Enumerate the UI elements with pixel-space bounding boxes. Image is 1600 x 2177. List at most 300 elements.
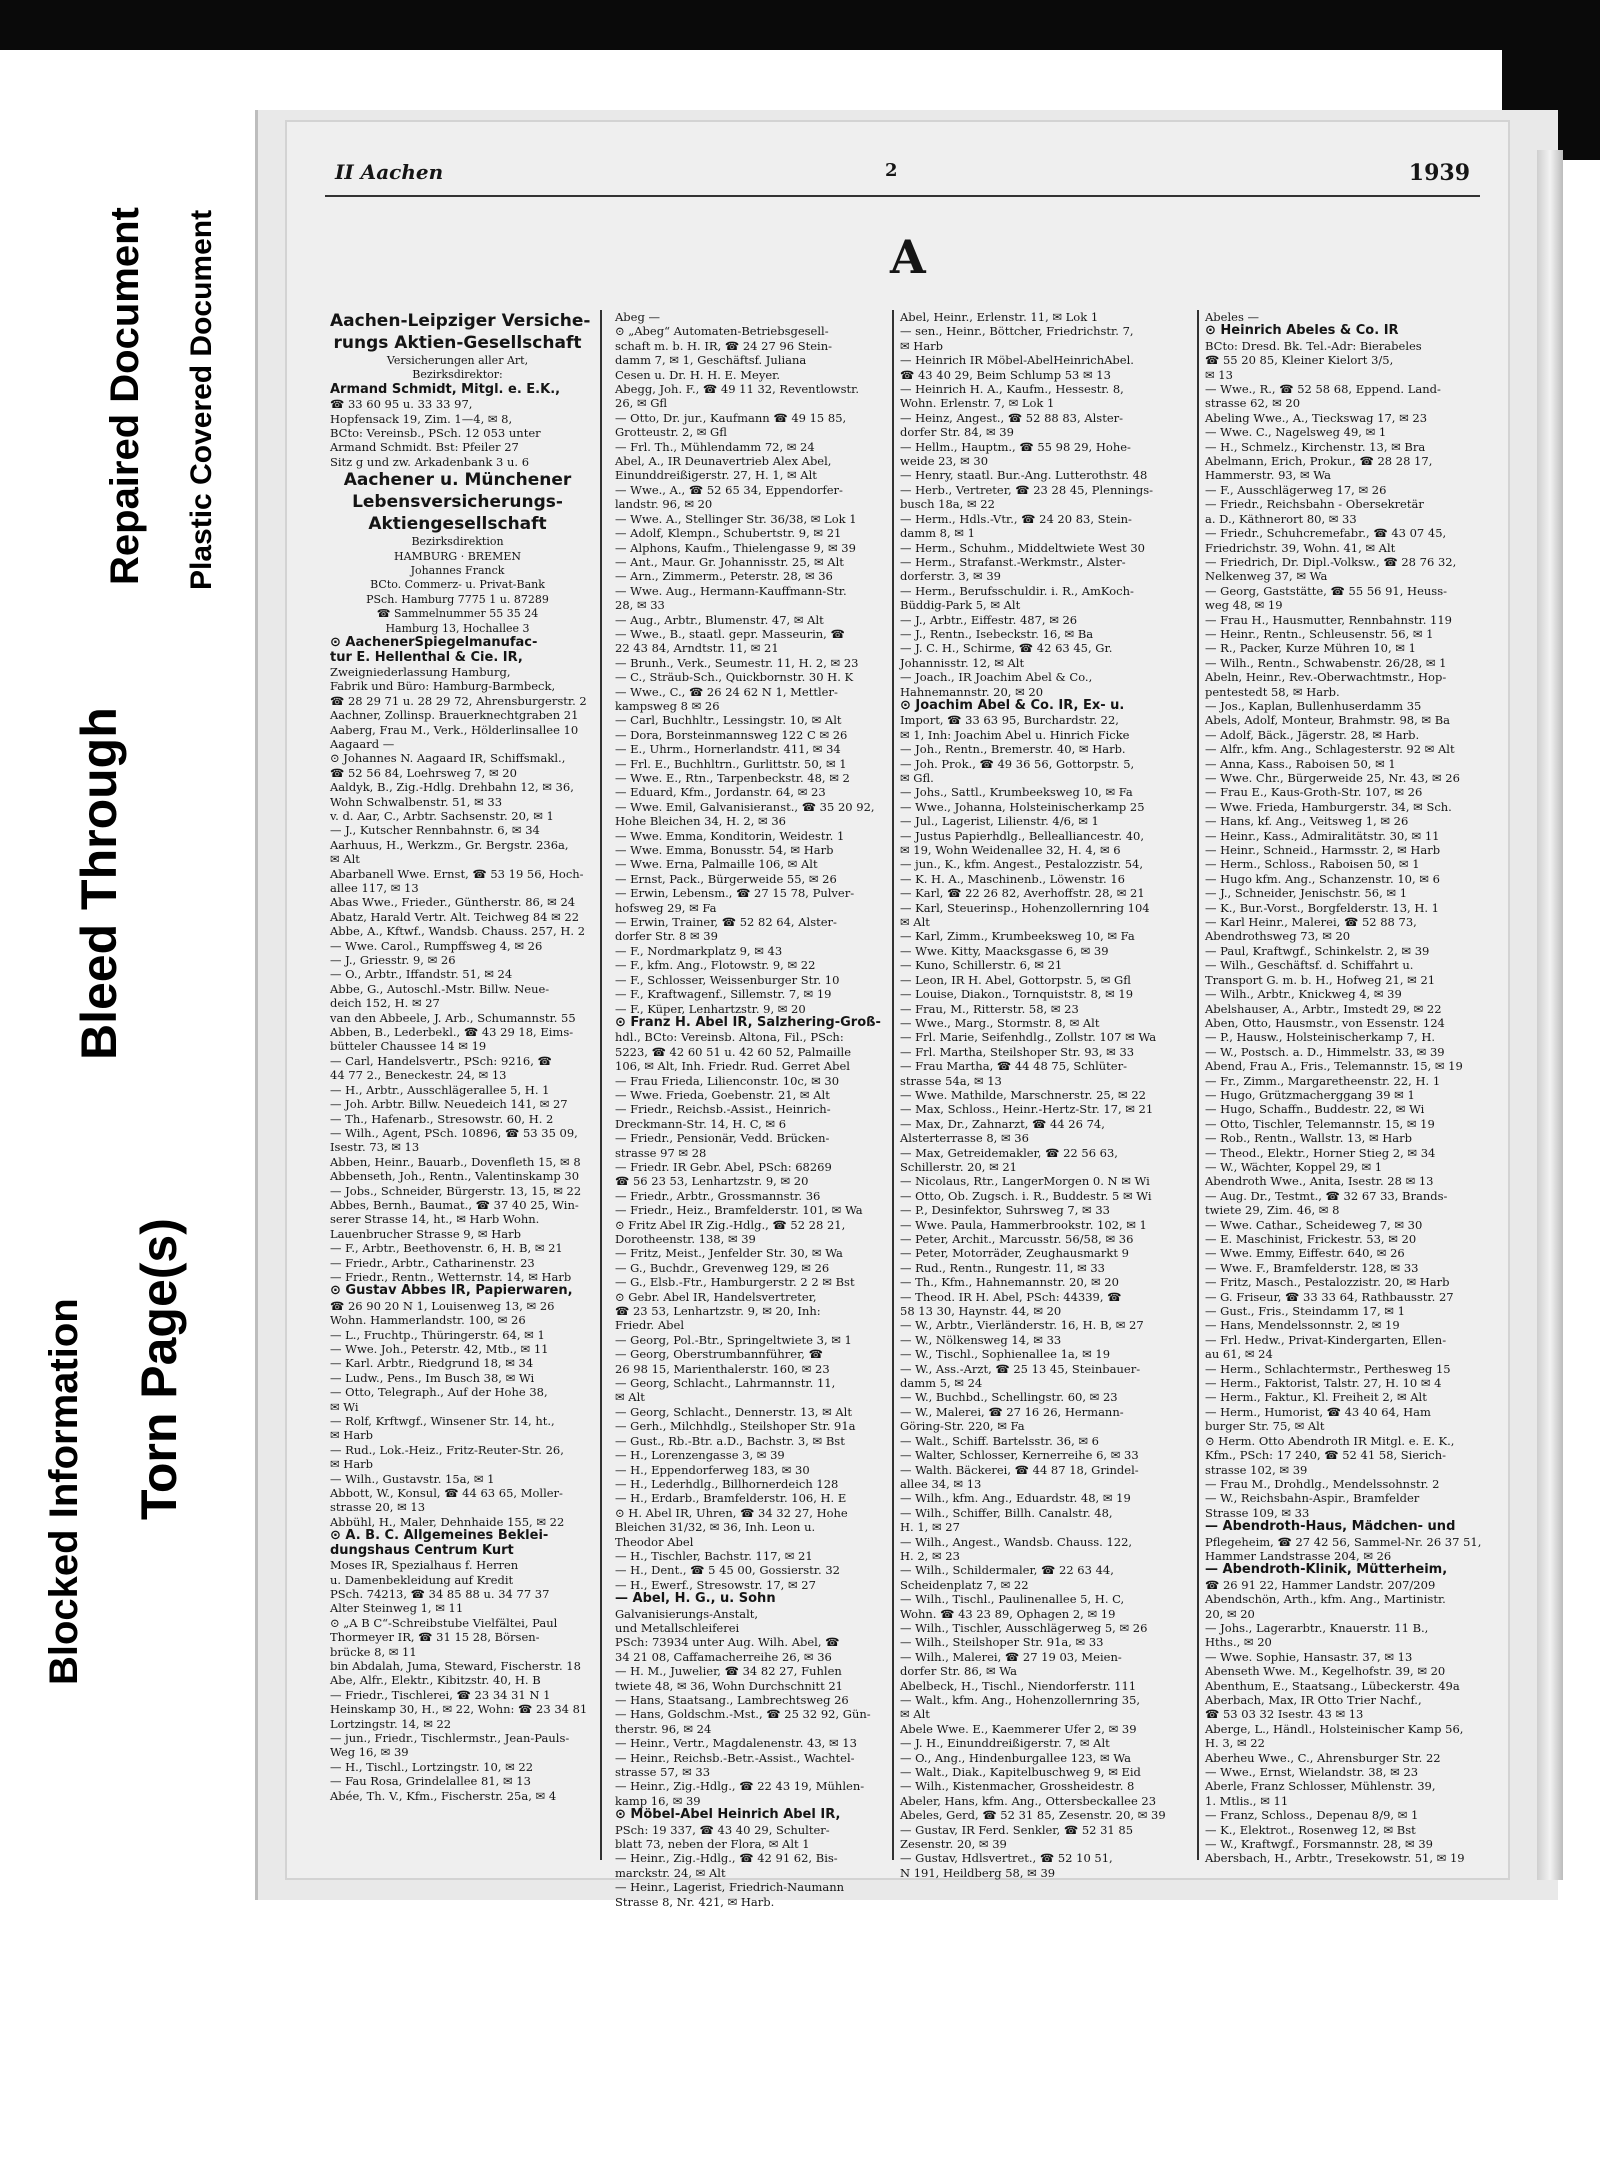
directory-entry-line: hdl., BCto: Vereinsb. Altona, Fil., PSch: (615, 1030, 844, 1045)
directory-entry-line: — W., Tischl., Sophienallee 1a, ✉ 19 (900, 1347, 1111, 1362)
directory-entry-line: Aachner, Zollinsp. Brauerknechtgraben 21 (330, 708, 579, 723)
directory-entry-line: — Johs., Lagerarbtr., Knauerstr. 11 B., (1205, 1620, 1429, 1635)
directory-entry-line: 22 43 84, Arndtstr. 11, ✉ 21 (615, 641, 779, 656)
directory-entry-line: strasse 20, ✉ 13 (330, 1500, 426, 1515)
directory-entry-line: — Friedr. IR Gebr. Abel, PSch: 68269 (615, 1159, 832, 1174)
directory-entry-line: Abben, Heinr., Bauarb., Dovenfleth 15, ✉ 8 (330, 1154, 581, 1169)
label-plastic-covered-document: Plastic Covered Document (185, 209, 218, 590)
directory-entry-line: Armand Schmidt, Mitgl. e. E.K., (330, 381, 561, 397)
directory-entry-line: ⊙ „Abeg“ Automaten-Betriebsgesell- (615, 324, 829, 339)
directory-entry-line: Lebensversicherungs- (352, 492, 563, 513)
directory-entry-line: — Wwe., A., ☎ 52 65 34, Eppendorfer- (615, 482, 843, 497)
directory-entry-line: — Hans, Goldschm.-Mst., ☎ 25 32 92, Gün- (615, 1707, 871, 1722)
directory-entry-line: Heinskamp 30, H., ✉ 22, Wohn: ☎ 23 34 81 (330, 1702, 588, 1717)
column-2 (615, 310, 885, 1909)
directory-entry-line: — jun., K., kfm. Angest., Pestalozzistr. 54, (900, 857, 1144, 872)
directory-entry-line: Aaberg, Frau M., Verk., Hölderlinsallee 10 (330, 722, 579, 737)
directory-entry-line: 44 77 2., Beneckestr. 24, ✉ 13 (330, 1068, 507, 1083)
directory-entry-line: ✉ 19, Wohn Weidenallee 32, H. 4, ✉ 6 (900, 843, 1121, 858)
directory-entry-line: — F., kfm. Ang., Flotowstr. 9, ✉ 22 (615, 958, 816, 973)
directory-entry-line: — Rob., Rentn., Wallstr. 13, ✉ Harb (1205, 1131, 1413, 1146)
directory-entry-line: — Fritz, Masch., Pestalozzistr. 20, ✉ Harb (1205, 1275, 1450, 1290)
directory-entry-line: — Gustav, Hdlsvertret., ☎ 52 10 51, (900, 1851, 1113, 1866)
directory-entry-line: Thormeyer IR, ☎ 31 15 28, Börsen- (330, 1630, 540, 1645)
directory-entry-line: ✉ Alt (330, 852, 360, 867)
directory-entry-line: Fabrik und Büro: Hamburg-Barmbeck, (330, 679, 556, 694)
directory-entry-line: — Ludw., Pens., Im Busch 38, ✉ Wi (330, 1370, 535, 1385)
directory-entry-line: — Leon, IR H. Abel, Gottorpstr. 5, ✉ Gfl (900, 972, 1131, 987)
directory-entry-line: — Joach., IR Joachim Abel & Co., (900, 670, 1093, 685)
directory-entry-line: — Jobs., Schneider, Bürgerstr. 13, 15, ✉ 22 (330, 1183, 582, 1198)
directory-entry-line: — Max, Schloss., Heinr.-Hertz-Str. 17, ✉ 21 (900, 1102, 1154, 1117)
directory-entry-line: — W., Ass.-Arzt, ☎ 25 13 45, Steinbauer- (900, 1361, 1141, 1376)
directory-entry-line: — Wilh., Geschäftsf. d. Schiffahrt u. (1205, 958, 1414, 973)
directory-entry-line: — Georg, Oberstrumbannführer, ☎ (615, 1347, 823, 1362)
directory-entry-line: Abarbanell Wwe. Ernst, ☎ 53 19 56, Hoch- (330, 866, 584, 881)
directory-entry-line: 34 21 08, Caffamacherreihe 26, ✉ 36 (615, 1649, 832, 1664)
directory-entry-line: — Abel, H. G., u. Sohn (615, 1591, 776, 1607)
directory-entry-line: — J., Griesstr. 9, ✉ 26 (330, 953, 456, 968)
directory-entry-line: Bleichen 31/32, ✉ 36, Inh. Leon u. (615, 1520, 816, 1535)
directory-entry-line: — Frau Frieda, Lilienconstr. 10c, ✉ 30 (615, 1073, 840, 1088)
directory-entry-line: Hammerstr. 93, ✉ Wa (1205, 468, 1331, 483)
directory-entry-line: — Franz, Schloss., Depenau 8/9, ✉ 1 (1205, 1808, 1419, 1823)
directory-entry-line: — Abendroth-Haus, Mädchen- und (1205, 1519, 1456, 1535)
directory-entry-line: — Arn., Zimmerm., Peterstr. 28, ✉ 36 (615, 569, 833, 584)
directory-entry-line: Friedr. Abel (615, 1318, 685, 1333)
directory-entry-line: — Walt., kfm. Ang., Hohenzollernring 35, (900, 1693, 1141, 1707)
directory-entry-line: — Karl Heinr., Malerei, ☎ 52 88 73, (1205, 915, 1417, 930)
directory-entry-line: — Alphons, Kaufm., Thielengasse 9, ✉ 39 (615, 540, 856, 555)
directory-entry-line: — Walt., Schiff. Bartelsstr. 36, ✉ 6 (900, 1433, 1100, 1448)
directory-entry-line: Pflegeheim, ☎ 27 42 56, Sammel-Nr. 26 37 51, (1205, 1534, 1482, 1549)
directory-entry-line: Aachen-Leipziger Versiche- (330, 311, 591, 331)
directory-entry-line: ⊙ A. B. C. Allgemeines Beklei- (330, 1528, 549, 1544)
directory-entry-line: twiete 29, Zim. 46, ✉ 8 (1205, 1203, 1340, 1218)
directory-entry-line: Bezirksdirektion (411, 535, 504, 549)
directory-entry-line: — Carl, Handelsvertr., PSch: 9216, ☎ (330, 1053, 552, 1068)
directory-entry-line: — Jos., Kaplan, Bullenhuserdamm 35 (1205, 698, 1422, 713)
directory-entry-line: — W., Kraftwgf., Forsmannstr. 28, ✉ 39 (1205, 1837, 1433, 1852)
directory-entry-line: Zweigniederlassung Hamburg, (330, 664, 511, 679)
directory-entry-line: 20, ✉ 20 (1205, 1606, 1255, 1621)
directory-entry-line: Alsterterrasse 8, ✉ 36 (900, 1131, 1029, 1146)
directory-entry-line: bin Abdalah, Juma, Steward, Fischerstr. 18 (330, 1658, 581, 1673)
column-divider (1197, 310, 1199, 1860)
directory-entry-line: — Ant., Maur. Gr. Johannisstr. 25, ✉ Alt (615, 554, 844, 569)
directory-entry-line: — Hans, Staatsang., Lambrechtsweg 26 (615, 1693, 849, 1707)
directory-entry-line: Abele Wwe. E., Kaemmerer Ufer 2, ✉ 39 (900, 1721, 1137, 1736)
directory-entry-line: ☎ 52 56 84, Loehrsweg 7, ✉ 20 (330, 765, 517, 780)
directory-entry-line: Hths., ✉ 20 (1205, 1635, 1272, 1650)
directory-entry-line: — Frl. Marie, Seifenhdlg., Zollstr. 107 ✉ Wa (900, 1030, 1157, 1045)
directory-entry-line: Aben, Otto, Hausmstr., von Essenstr. 124 (1205, 1015, 1445, 1030)
directory-entry-line: — J., Schneider, Jenischstr. 56, ✉ 1 (1205, 886, 1408, 901)
directory-entry-line: Import, ☎ 33 63 95, Burchardstr. 22, (900, 713, 1119, 728)
directory-entry-line: ⊙ Möbel-Abel Heinrich Abel IR, (615, 1807, 841, 1823)
directory-entry-line: ☎ 56 23 53, Lenhartzstr. 9, ✉ 20 (615, 1174, 809, 1189)
directory-entry-line: Zesenstr. 20, ✉ 39 (900, 1837, 1007, 1852)
directory-entry-line: — Georg, Pol.-Btr., Springeltwiete 3, ✉ 1 (615, 1332, 852, 1347)
directory-entry-line: Versicherungen aller Art, (386, 354, 529, 367)
directory-entry-line: ⊙ „A B C“-Schreibstube Vielfältei, Paul (330, 1615, 558, 1630)
directory-entry-line: — E. Maschinist, Frickestr. 53, ✉ 20 (1205, 1232, 1417, 1246)
directory-entry-line: — P., Desinfektor, Suhrsweg 7, ✉ 33 (900, 1203, 1110, 1218)
directory-entry-line: Abeles, Gerd, ☎ 52 31 85, Zesenstr. 20, ✉ 39 (900, 1808, 1166, 1823)
directory-entry-line: — Kuno, Schillerstr. 6, ✉ 21 (900, 958, 1063, 973)
directory-entry-line: — Peter, Motorräder, Zeughausmarkt 9 (900, 1246, 1129, 1261)
directory-entry-line: schaft m. b. H. IR, ☎ 24 27 96 Stein- (615, 338, 833, 353)
directory-entry-line: — F., Arbtr., Beethovenstr. 6, H. B, ✉ 21 (330, 1241, 563, 1256)
directory-entry-line: — Wilh., Angest., Wandsb. Chauss. 122, (900, 1534, 1133, 1549)
directory-entry-line: ⊙ Fritz Abel IR Zig.-Hdlg., ☎ 52 28 21, (615, 1217, 846, 1232)
directory-entry-line: — Friedr., Reichsb.-Assist., Heinrich- (615, 1102, 831, 1117)
label-blocked-information: Blocked Information (42, 1298, 86, 1685)
directory-entry-line: ⊙ Franz H. Abel IR, Salzhering-Groß- (615, 1014, 881, 1030)
directory-entry-line: — Herm., Strafanst.-Werkmstr., Alster- (900, 554, 1126, 569)
directory-entry-line: 26, ✉ Gfl (615, 396, 668, 411)
directory-entry-line: — H., Arbtr., Ausschlägerallee 5, H. 1 (330, 1082, 550, 1097)
directory-entry-line: 28, ✉ 33 (615, 598, 665, 613)
column-1 (330, 310, 591, 1860)
directory-entry-line: — Frl. Martha, Steilshoper Str. 93, ✉ 33 (900, 1044, 1135, 1059)
directory-entry-line: Wohn. Erlenstr. 7, ✉ Lok 1 (900, 396, 1055, 411)
directory-entry-line: — Heinz, Angest., ☎ 52 88 83, Alster- (900, 410, 1124, 425)
directory-entry-line: — Otto, Tischler, Telemannstr. 15, ✉ 19 (1205, 1116, 1435, 1131)
directory-entry-line: — Wwe. Erna, Palmaille 106, ✉ Alt (615, 857, 818, 872)
directory-entry-line: — Wilh., Schildermaler, ☎ 22 63 44, (900, 1563, 1114, 1578)
directory-entry-line: busch 18a, ✉ 22 (900, 497, 995, 512)
directory-entry-line: ☎ 53 03 32 Isestr. 43 ✉ 13 (1205, 1707, 1364, 1722)
directory-entry-line: ⊙ Gustav Abbes IR, Papierwaren, (330, 1283, 573, 1299)
directory-entry-line: dorfer Str. 84, ✉ 39 (900, 425, 1014, 440)
directory-entry-line: — Heinr., Lagerist, Friedrich-Naumann (615, 1880, 845, 1895)
directory-entry-line: — Frl. Hedw., Privat-Kindergarten, Ellen- (1205, 1332, 1447, 1347)
directory-entry-line: — Frau E., Kaus-Groth-Str. 107, ✉ 26 (1205, 785, 1423, 800)
directory-entry-line: Abeler, Hans, kfm. Ang., Ottersbeckallee 23 (900, 1793, 1157, 1808)
directory-entry-line: — Hugo, Grützmacherggang 39 ✉ 1 (1205, 1087, 1415, 1102)
directory-entry-line: — Gustav, IR Ferd. Senkler, ☎ 52 31 85 (900, 1822, 1134, 1837)
directory-entry-line: Aberheu Wwe., C., Ahrensburger Str. 22 (1205, 1750, 1441, 1765)
directory-entry-line: 5223, ☎ 42 60 51 u. 42 60 52, Palmaille (615, 1044, 852, 1059)
directory-entry-line: allee 34, ✉ 13 (900, 1476, 982, 1491)
directory-entry-line: — Herm., Hdls.-Vtr., ☎ 24 20 83, Stein- (900, 511, 1132, 526)
directory-entry-line: — Erwin, Trainer, ☎ 52 82 64, Alster- (615, 915, 837, 930)
directory-entry-line: au 61, ✉ 24 (1205, 1347, 1273, 1362)
page-edge (1537, 150, 1563, 1880)
directory-page (285, 120, 1510, 1909)
directory-entry-line: ⊙ H. Abel IR, Uhren, ☎ 34 32 27, Hohe (615, 1505, 848, 1520)
directory-entry-line: — Wilh., Tischler, Ausschlägerweg 5, ✉ 26 (900, 1620, 1148, 1635)
directory-entry-line: — W., Buchbd., Schellingstr. 60, ✉ 23 (900, 1390, 1118, 1405)
directory-entry-line: Abatz, Harald Vertr. Alt. Teichweg 84 ✉ 22 (330, 909, 580, 924)
directory-entry-line: marckstr. 24, ✉ Alt (615, 1865, 726, 1880)
directory-entry-line: Abelshauser, A., Arbtr., Imstedt 29, ✉ 22 (1205, 1001, 1442, 1016)
directory-entry-line: — Justus Papierhdlg., Bellealliancestr. 40, (900, 828, 1145, 843)
directory-entry-line: — Heinr., Rentn., Schleusenstr. 56, ✉ 1 (1205, 626, 1434, 641)
directory-entry-line: — Wwe., R., ☎ 52 58 68, Eppend. Land- (1205, 382, 1441, 397)
directory-entry-line: 58 13 30, Haynstr. 44, ✉ 20 (900, 1304, 1062, 1319)
directory-entry-line: — Hugo, Schaffn., Buddestr. 22, ✉ Wi (1205, 1102, 1425, 1117)
directory-entry-line: Dreckmann-Str. 14, H. C, ✉ 6 (615, 1116, 787, 1131)
directory-entry-line: — G., Buchdr., Grevenweg 129, ✉ 26 (615, 1260, 830, 1275)
directory-entry-line: ⊙ Heinrich Abeles & Co. IR (1205, 323, 1399, 339)
directory-entry-line: — F., Ausschlägerweg 17, ✉ 26 (1205, 482, 1387, 497)
directory-entry-line: — Joh., Rentn., Bremerstr. 40, ✉ Harb. (900, 742, 1126, 757)
directory-entry-line: ✉ Alt (615, 1390, 645, 1405)
directory-entry-line: — Wwe., C., ☎ 26 24 62 N 1, Mettler- (615, 684, 838, 699)
directory-entry-line: — Joh. Arbtr. Billw. Neuedeich 141, ✉ 27 (330, 1097, 568, 1112)
directory-entry-line: Abbott, W., Konsul, ☎ 44 63 65, Moller- (330, 1486, 563, 1501)
directory-entry-line: ✉ Wi (330, 1399, 359, 1414)
directory-entry-line: Aberbach, Max, IR Otto Trier Nachf., (1205, 1693, 1422, 1707)
directory-entry-line: rungs Aktien-Gesellschaft (333, 333, 582, 353)
directory-entry-line: HAMBURG · BREMEN (393, 549, 522, 563)
directory-entry-line: ✉ Harb (900, 338, 944, 353)
directory-entry-line: — Heinr., Zig.-Hdlg., ☎ 22 43 19, Mühlen- (615, 1779, 865, 1794)
directory-entry-line: Aachener u. Münchener (343, 470, 572, 491)
directory-entry-line: — Wwe. Paula, Hammerbrookstr. 102, ✉ 1 (900, 1217, 1147, 1232)
directory-entry-line: Armand Schmidt. Bst: Pfeiler 27 (330, 440, 519, 455)
directory-entry-line: — Abendroth-Klinik, Mütterheim, (1205, 1562, 1448, 1578)
directory-entry-line: ☎ Sammelnummer 55 35 24 (376, 607, 539, 621)
directory-entry-line: — Frl. E., Buchhltrn., Gurlittstr. 50, ✉ 1 (615, 756, 847, 771)
directory-entry-line: Abeg — (615, 310, 660, 324)
directory-entry-line: PSch. Hamburg 7775 1 u. 87289 (366, 592, 549, 606)
directory-entry-line: — Friedr., Pensionär, Vedd. Brücken- (615, 1131, 830, 1146)
directory-entry-line: BCto. Commerz- u. Privat-Bank (370, 578, 545, 592)
directory-entry-line: — Aug., Arbtr., Blumenstr. 47, ✉ Alt (615, 612, 824, 627)
directory-entry-line: a. D., Käthnerort 80, ✉ 33 (1205, 511, 1357, 526)
directory-entry-line: ☎ 26 91 22, Hammer Landstr. 207/209 (1205, 1577, 1436, 1592)
directory-entry-line: ⊙ Johannes N. Aagaard IR, Schiffsmakl., (330, 751, 566, 766)
directory-entry-line: — Eduard, Kfm., Jordanstr. 64, ✉ 23 (615, 785, 826, 800)
directory-entry-line: — Herm., Faktur., Kl. Freiheit 2, ✉ Alt (1205, 1390, 1427, 1405)
directory-entry-line: — L., Fruchtp., Thüringerstr. 64, ✉ 1 (330, 1327, 545, 1342)
directory-entry-line: — K. H. A., Maschinenb., Löwenstr. 16 (900, 871, 1125, 886)
directory-entry-line: — Henry, staatl. Bur.-Ang. Lutterothstr. 48 (900, 468, 1148, 483)
directory-entry-line: Abas Wwe., Frieder., Güntherstr. 86, ✉ 24 (330, 895, 576, 910)
directory-entry-line: strasse 54a, ✉ 13 (900, 1073, 1002, 1088)
directory-entry-line: ☎ 43 40 29, Beim Schlump 53 ✉ 13 (900, 367, 1111, 382)
directory-entry-line: — Wwe. Aug., Hermann-Kauffmann-Str. (615, 583, 847, 598)
directory-entry-line: Hohe Bleichen 34, H. 2, ✉ 36 (615, 814, 786, 829)
directory-entry-line: Sitz g und zw. Arkadenbank 3 u. 6 (330, 454, 530, 469)
directory-entry-line: Strasse 8, Nr. 421, ✉ Harb. (615, 1894, 775, 1909)
directory-entry-line: serer Strasse 14, ht., ✉ Harb Wohn. (330, 1212, 540, 1227)
directory-entry-line: — Max, Dr., Zahnarzt, ☎ 44 26 74, (900, 1116, 1105, 1131)
directory-entry-line: — W., Postsch. a. D., Himmelstr. 33, ✉ 39 (1205, 1044, 1445, 1059)
directory-entry-line: landstr. 96, ✉ 20 (615, 497, 713, 512)
directory-entry-line: — Karl, Zimm., Krumbeeksweg 10, ✉ Fa (900, 929, 1135, 944)
directory-entry-line: weide 23, ✉ 30 (900, 454, 989, 469)
directory-entry-line: Abeling Wwe., A., Tieckswag 17, ✉ 23 (1205, 410, 1428, 425)
directory-entry-line: Aagaard — (330, 736, 395, 751)
directory-entry-line: Abelmann, Erich, Prokur., ☎ 28 28 17, (1205, 454, 1433, 469)
page-number: 2 (885, 160, 898, 181)
directory-entry-line: — Gust., Rb.-Btr. a.D., Bachstr. 3, ✉ Bst (615, 1433, 845, 1448)
directory-entry-line: — Wwe. E., Rtn., Tarpenbeckstr. 48, ✉ 2 (615, 771, 850, 785)
directory-entry-line: — R., Packer, Kurze Mühren 10, ✉ 1 (1205, 641, 1416, 656)
directory-entry-line: — J. C. H., Schirme, ☎ 42 63 45, Gr. (900, 641, 1113, 656)
directory-entry-line: Strasse 109, ✉ 33 (1205, 1505, 1310, 1520)
directory-entry-line: Abenseth Wwe. M., Kegelhofstr. 39, ✉ 20 (1205, 1664, 1446, 1679)
directory-entry-line: — Ernst, Pack., Bürgerweide 55, ✉ 26 (615, 871, 837, 886)
directory-entry-line: — C., Sträub-Sch., Quickbornstr. 30 H. K (615, 670, 854, 685)
directory-entry-line: kamp 16, ✉ 39 (615, 1793, 701, 1808)
directory-entry-line: strasse 62, ✉ 20 (1205, 396, 1301, 411)
directory-entry-line: — W., Nölkensweg 14, ✉ 33 (900, 1332, 1062, 1347)
directory-entry-line: — Rud., Rentn., Rungestr. 11, ✉ 33 (900, 1260, 1105, 1275)
column-divider (600, 310, 602, 1860)
directory-entry-line: — Wwe. Mathilde, Marschnerstr. 25, ✉ 22 (900, 1087, 1146, 1102)
directory-entry-line: Abée, Th. V., Kfm., Fischerstr. 25a, ✉ 4 (330, 1788, 557, 1803)
directory-entry-line: BCto: Vereinsb., PSch. 12 053 unter (330, 426, 541, 441)
directory-entry-line: Abendroth Wwe., Anita, Isestr. 28 ✉ 13 (1205, 1174, 1434, 1189)
directory-entry-line: — Nicolaus, Rtr., LangerMorgen 0. N ✉ Wi (900, 1174, 1150, 1189)
directory-entry-line: — Friedr., Arbtr., Catharinenstr. 23 (330, 1255, 535, 1270)
directory-entry-line: Göring-Str. 220, ✉ Fa (900, 1419, 1025, 1434)
directory-entry-line: — Louise, Diakon., Tornquiststr. 8, ✉ 19 (900, 987, 1134, 1002)
directory-entry-line: allee 117, ✉ 13 (330, 881, 419, 895)
directory-entry-line: — Friedr., Schuhcremefabr., ☎ 43 07 45, (1205, 526, 1447, 541)
directory-entry-line: H. 2, ✉ 23 (900, 1548, 960, 1563)
directory-entry-line: — H., Tischler, Bachstr. 117, ✉ 21 (615, 1548, 813, 1563)
directory-entry-line: — Friedr., Heiz., Bramfelderstr. 101, ✉ Wa (615, 1203, 863, 1218)
directory-entry-line: — Adolf, Klempn., Schubertstr. 9, ✉ 21 (615, 526, 842, 541)
directory-entry-line: ☎ 23 53, Lenhartzstr. 9, ✉ 20, Inh: (615, 1304, 821, 1319)
directory-entry-line: brücke 8, ✉ 11 (330, 1644, 417, 1659)
directory-entry-line: BCto: Dresd. Bk. Tel.-Adr: Bierabeles (1205, 338, 1422, 353)
directory-entry-line: Abendrothsweg 73, ✉ 20 (1205, 929, 1351, 944)
directory-entry-line: — Karl, Steuerinsp., Hohenzollernring 104 (900, 900, 1150, 915)
directory-entry-line: — Aug. Dr., Testmt., ☎ 32 67 33, Brands- (1205, 1188, 1448, 1203)
directory-entry-line: ✉ Alt (900, 915, 930, 930)
directory-entry-line: — G. Friseur, ☎ 33 33 64, Rathbausstr. 27 (1205, 1289, 1454, 1304)
directory-entry-line: H. 3, ✉ 22 (1205, 1736, 1265, 1751)
directory-entry-line: — W., Arbtr., Vierländerstr. 16, H. B, ✉ 27 (900, 1318, 1144, 1333)
directory-entry-line: — Wilh., Rentn., Schwabenstr. 26/28, ✉ 1 (1205, 655, 1447, 670)
directory-entry-line: Abbes, Bernh., Baumat., ☎ 37 40 25, Win- (330, 1197, 579, 1212)
directory-entry-line: H. 1, ✉ 27 (900, 1520, 960, 1535)
directory-entry-line: — Erwin, Lebensm., ☎ 27 15 78, Pulver- (615, 886, 855, 901)
directory-entry-line: Aaldyk, B., Zig.-Hdlg. Drehbahn 12, ✉ 36, (330, 780, 574, 795)
directory-entry-line: — Brunh., Verk., Seumestr. 11, H. 2, ✉ 23 (615, 655, 859, 670)
label-repaired-document: Repaired Document (103, 207, 147, 585)
directory-entry-line: — H., Lederhdlg., Billhornerdeich 128 (615, 1476, 839, 1491)
directory-entry-line: Abbühl, H., Maler, Dehnhaide 155, ✉ 22 (330, 1514, 565, 1529)
directory-entry-line: — Wilh., Malerei, ☎ 27 19 03, Meien- (900, 1649, 1122, 1664)
column-4 (1205, 310, 1495, 1866)
directory-entry-line: Friedrichstr. 39, Wohn. 41, ✉ Alt (1205, 540, 1396, 555)
directory-entry-line: — W., Reichsbahn-Aspir., Bramfelder (1205, 1491, 1420, 1506)
directory-entry-line: twiete 48, ✉ 36, Wohn Durchschnitt 21 (615, 1678, 843, 1693)
directory-entry-line: Wohn. ☎ 43 23 89, Ophagen 2, ✉ 19 (900, 1606, 1116, 1621)
directory-entry-line: — Gerh., Milchhdlg., Steilshoper Str. 91a (615, 1419, 856, 1434)
directory-entry-line: — J. H., Einunddreißigerstr. 7, ✉ Alt (900, 1736, 1110, 1751)
directory-entry-line: — Fau Rosa, Grindelallee 81, ✉ 13 (330, 1774, 531, 1789)
directory-entry-line: blatt 73, neben der Flora, ✉ Alt 1 (615, 1837, 810, 1852)
directory-entry-line: — K., Elektrot., Rosenweg 12, ✉ Bst (1205, 1822, 1416, 1837)
directory-entry-line: Hamburg 13, Hochallee 3 (385, 621, 530, 635)
directory-entry-line: — Frau Martha, ☎ 44 48 75, Schlüter- (900, 1059, 1127, 1074)
directory-entry-line: Abersbach, H., Arbtr., Tresekowstr. 51, ✉ 19 (1205, 1851, 1465, 1866)
directory-entry-line: strasse 57, ✉ 33 (615, 1765, 711, 1780)
directory-entry-line: — Wwe. Cathar., Scheideweg 7, ✉ 30 (1205, 1217, 1423, 1232)
directory-entry-line: — Wwe. Emmy, Eiffestr. 640, ✉ 26 (1205, 1246, 1405, 1261)
directory-entry-line: PSch: 73934 unter Aug. Wilh. Abel, ☎ (615, 1635, 840, 1650)
directory-entry-line: — Herm., Humorist, ☎ 43 40 64, Ham (1205, 1404, 1431, 1419)
directory-entry-line: Hahnemannstr. 20, ✉ 20 (900, 684, 1044, 699)
directory-entry-line: Weg 16, ✉ 39 (330, 1745, 409, 1760)
directory-entry-line: Aarhuus, H., Werkzm., Gr. Bergstr. 236a, (330, 837, 569, 852)
directory-entry-line: — Johs., Sattl., Krumbeeksweg 10, ✉ Fa (900, 785, 1133, 800)
directory-entry-line: — Friedr., Rentn., Wetternstr. 14, ✉ Harb (330, 1269, 572, 1284)
directory-entry-line: Abbe, G., Autoschl.-Mstr. Billw. Neue- (330, 981, 550, 996)
directory-entry-line: Abel, A., IR Deunavertrieb Alex Abel, (615, 454, 832, 469)
directory-entry-line: — jun., Friedr., Tischlermstr., Jean-Pauls- (330, 1730, 570, 1745)
directory-entry-line: Galvanisierungs-Anstalt, (615, 1606, 759, 1621)
directory-entry-line: deich 152, H. ✉ 27 (330, 996, 440, 1011)
directory-entry-line: kampsweg 8 ✉ 26 (615, 698, 720, 713)
directory-entry-line: Nelkenweg 37, ✉ Wa (1205, 569, 1328, 584)
directory-entry-line: — Friedr., Reichsbahn - Obersekretär (1205, 497, 1424, 512)
directory-entry-line: Moses IR, Spezialhaus f. Herren (330, 1558, 519, 1573)
directory-entry-line: — H., Tischl., Lortzingstr. 10, ✉ 22 (330, 1759, 534, 1774)
directory-entry-line: — Max, Getreidemakler, ☎ 22 56 63, (900, 1145, 1118, 1160)
directory-entry-line: — Frl. Th., Mühlendamm 72, ✉ 24 (615, 439, 815, 454)
directory-entry-line: — Joh. Prok., ☎ 49 36 56, Gottorpstr. 5, (900, 756, 1135, 771)
directory-entry-line: — Wilh., Kistenmacher, Grossheidestr. 8 (900, 1779, 1135, 1794)
directory-entry-line: bütteler Chaussee 14 ✉ 19 (330, 1039, 487, 1054)
directory-entry-line: Hopfensack 19, Zim. 1—4, ✉ 8, (330, 411, 513, 426)
directory-entry-line: — G., Elsb.-Ftr., Hamburgerstr. 2 2 ✉ Bst (615, 1275, 855, 1290)
directory-entry-line: Abelbeck, H., Tischl., Niendorferstr. 111 (900, 1678, 1137, 1693)
directory-entry-line: Abel, Heinr., Erlenstr. 11, ✉ Lok 1 (900, 310, 1099, 324)
directory-entry-line: — J., Arbtr., Eiffestr. 487, ✉ 26 (900, 612, 1078, 627)
directory-entry-line: — Th., Hafenarb., Stresowstr. 60, H. 2 (330, 1111, 554, 1126)
directory-entry-line: — Hugo kfm. Ang., Schanzenstr. 10, ✉ 6 (1205, 871, 1440, 886)
directory-entry-line: — Heinrich H. A., Kaufm., Hessestr. 8, (900, 382, 1124, 397)
directory-entry-line: — F., Küper, Lenhartzstr. 9, ✉ 20 (615, 1001, 806, 1016)
directory-entry-line: Aberle, Franz Schlosser, Mühlenstr. 39, (1205, 1779, 1436, 1794)
directory-entry-line: — Dora, Borsteinmannsweg 122 C ✉ 26 (615, 727, 848, 742)
directory-entry-line: — Wwe. Sophie, Hansastr. 37, ✉ 13 (1205, 1649, 1413, 1664)
directory-entry-line: dorfer Str. 86, ✉ Wa (900, 1664, 1017, 1679)
directory-entry-line: — Hans, kf. Ang., Veitsweg 1, ✉ 26 (1205, 814, 1409, 829)
directory-entry-line: — Wwe. Kitty, Maacksgasse 6, ✉ 39 (900, 943, 1109, 958)
directory-entry-line: — Friedr., Arbtr., Grossmannstr. 36 (615, 1188, 821, 1203)
directory-entry-line: — Fr., Zimm., Margaretheenstr. 22, H. 1 (1205, 1073, 1441, 1088)
directory-entry-line: — Th., Kfm., Hahnemannstr. 20, ✉ 20 (900, 1275, 1119, 1290)
directory-entry-line: ⊙ Herm. Otto Abendroth IR Mitgl. e. E. K., (1205, 1433, 1455, 1448)
directory-entry-line: Aktiengesellschaft (368, 514, 547, 535)
directory-entry-line: Bezirksdirektor: (412, 368, 503, 382)
directory-entry-line: ☎ 55 20 85, Kleiner Kielort 3/5, (1205, 353, 1394, 368)
directory-entry-line: — Georg, Schlacht., Lahrmannstr. 11, (615, 1376, 836, 1391)
directory-entry-line: — Wwe., Ernst, Wielandstr. 38, ✉ 23 (1205, 1765, 1419, 1780)
directory-entry-line: — Wwe. Chr., Bürgerweide 25, Nr. 43, ✉ 26 (1205, 771, 1460, 785)
directory-entry-line: — Frau H., Hausmutter, Rennbahnstr. 119 (1205, 612, 1452, 627)
directory-entry-line: — Otto, Ob. Zugsch. i. R., Buddestr. 5 ✉ Wi (900, 1188, 1152, 1203)
directory-entry-line: — Walt., Diak., Kapitelbuschweg 9, ✉ Eid (900, 1765, 1141, 1780)
directory-entry-line: — H., Lorenzengasse 3, ✉ 39 (615, 1448, 785, 1463)
directory-entry-line: — Heinr., Reichsb.-Betr.-Assist., Wachtel- (615, 1750, 855, 1765)
directory-entry-line: — Friedr., Tischlerei, ☎ 23 34 31 N 1 (330, 1687, 551, 1702)
directory-entry-line: Einunddreißigerstr. 27, H. 1, ✉ Alt (615, 468, 817, 483)
directory-entry-line: Abendschön, Arth., kfm. Ang., Martinistr. (1205, 1592, 1446, 1607)
directory-entry-line: — H., Erdarb., Bramfelderstr. 106, H. E (615, 1491, 847, 1506)
